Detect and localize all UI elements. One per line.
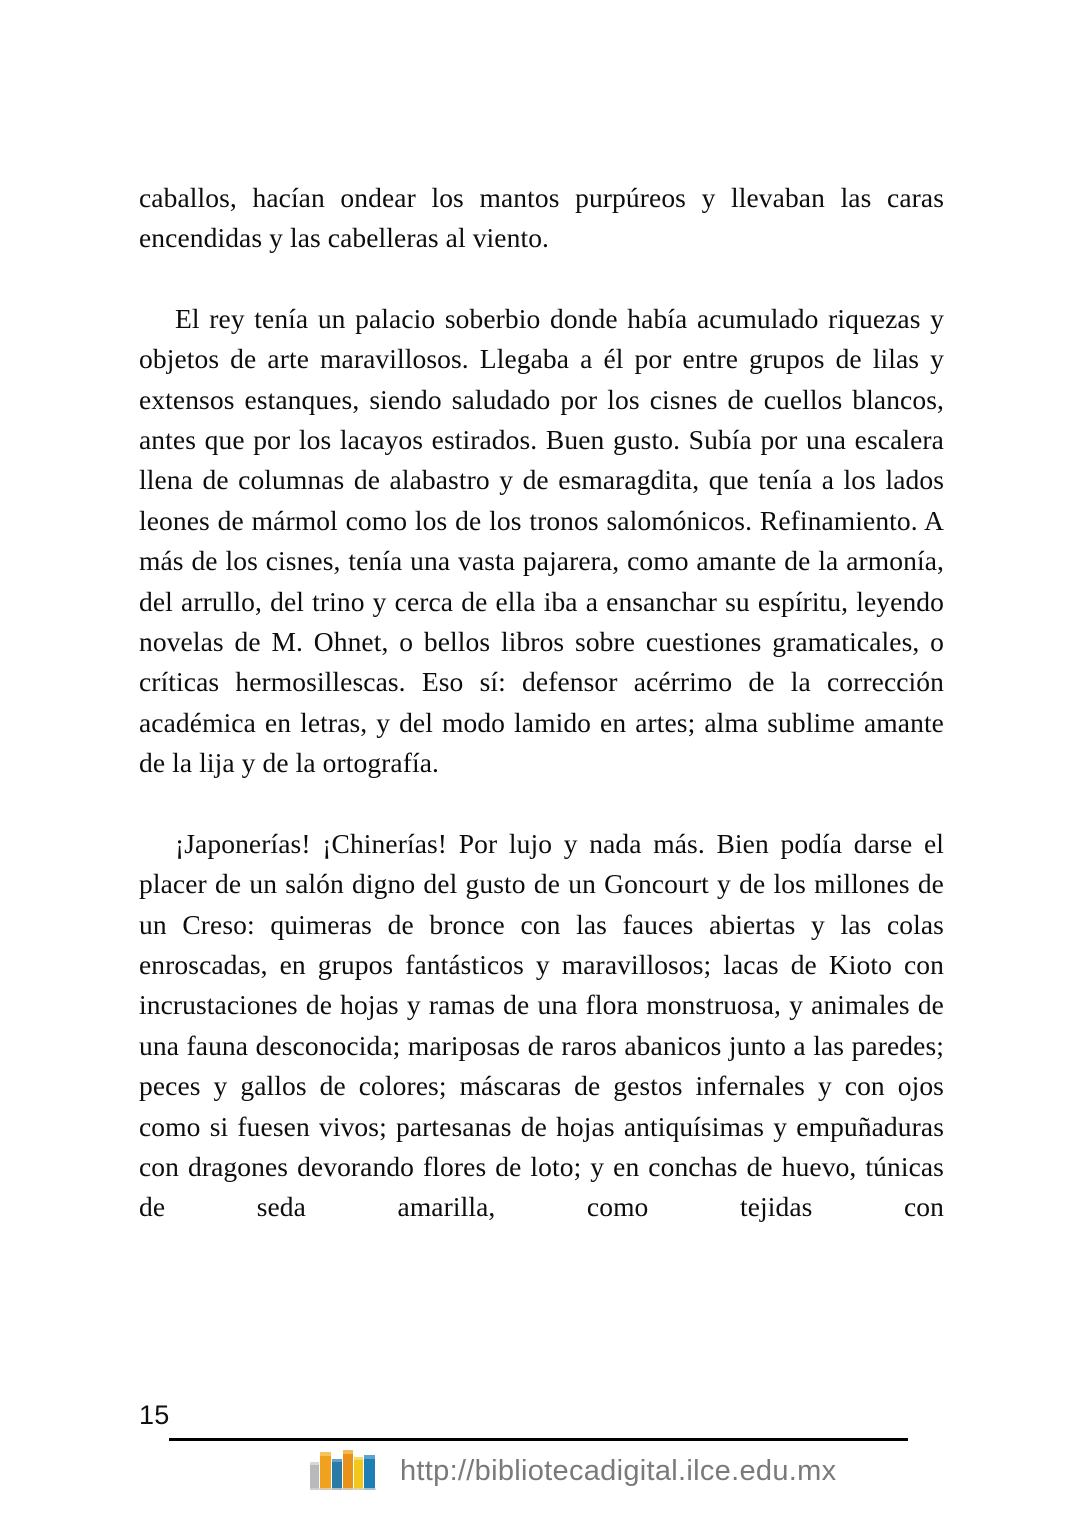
page-number: 15: [139, 1400, 170, 1430]
footer-url-text: http://bibliotecadigital.ilce.edu.mx: [400, 1455, 837, 1487]
paragraph-3: ¡Japonerías! ¡Chinerías! Por lujo y nada más. Bien podía darse el placer de un salón digno del gusto de un Goncourt y de los millones de un Creso: quimeras de bronce con las fauces abiertas y las colas enroscadas, en grupos fantásticos y maravillosos; lacas de Kioto con incrustaciones de hojas y ramas de una flora monstruosa, y animales de una fauna desconocida; mariposas de raros abanicos junto a las paredes; peces y gallos de colores; máscaras de gestos infernales y con ojos como si fuesen vivos; partesanas de hojas antiquísimas y empuñaduras con dragones devorando flores de loto; y en conchas de huevo, túnicas de seda amarilla, como tejidas con: [139, 827, 944, 1223]
page-footer: [0, 1400, 1080, 1532]
footer-brand: [308, 1448, 836, 1490]
paragraph-2: El rey tenía un palacio soberbio donde había acumulado riquezas y objetos de arte maravillosos. Llegaba a él por entre grupos de lilas y extensos estanques, siendo saludado por los cisnes de cuellos blancos, antes que por los lacayos estirados. Buen gusto. Subía por una escalera llena de columnas de alabastro y de esmaragdita, que tenía a los lados leones de mármol como los de los tronos salomónicos. Refinamiento. A más de los cisnes, tenía una vasta pajarera, como amante de la armonía, del arrullo, del trino y cerca de ella iba a ensanchar su espíritu, leyendo novelas de M. Ohnet, o bellos libros sobre cuestiones gramaticales, o críticas hermosillescas. Eso sí: defensor acérrimo de la corrección académica en letras, y del modo lamido en artes; alma sublime amante de la lija y de la ortografía.: [139, 302, 944, 779]
footer-divider: [169, 1438, 908, 1441]
paragraph-1: caballos, hacían ondear los mantos purpúreos y llevaban las caras encendidas y las cabelleras al viento.: [139, 182, 944, 254]
body-text-block: [139, 178, 944, 1228]
books-logo-icon: [308, 1448, 386, 1490]
